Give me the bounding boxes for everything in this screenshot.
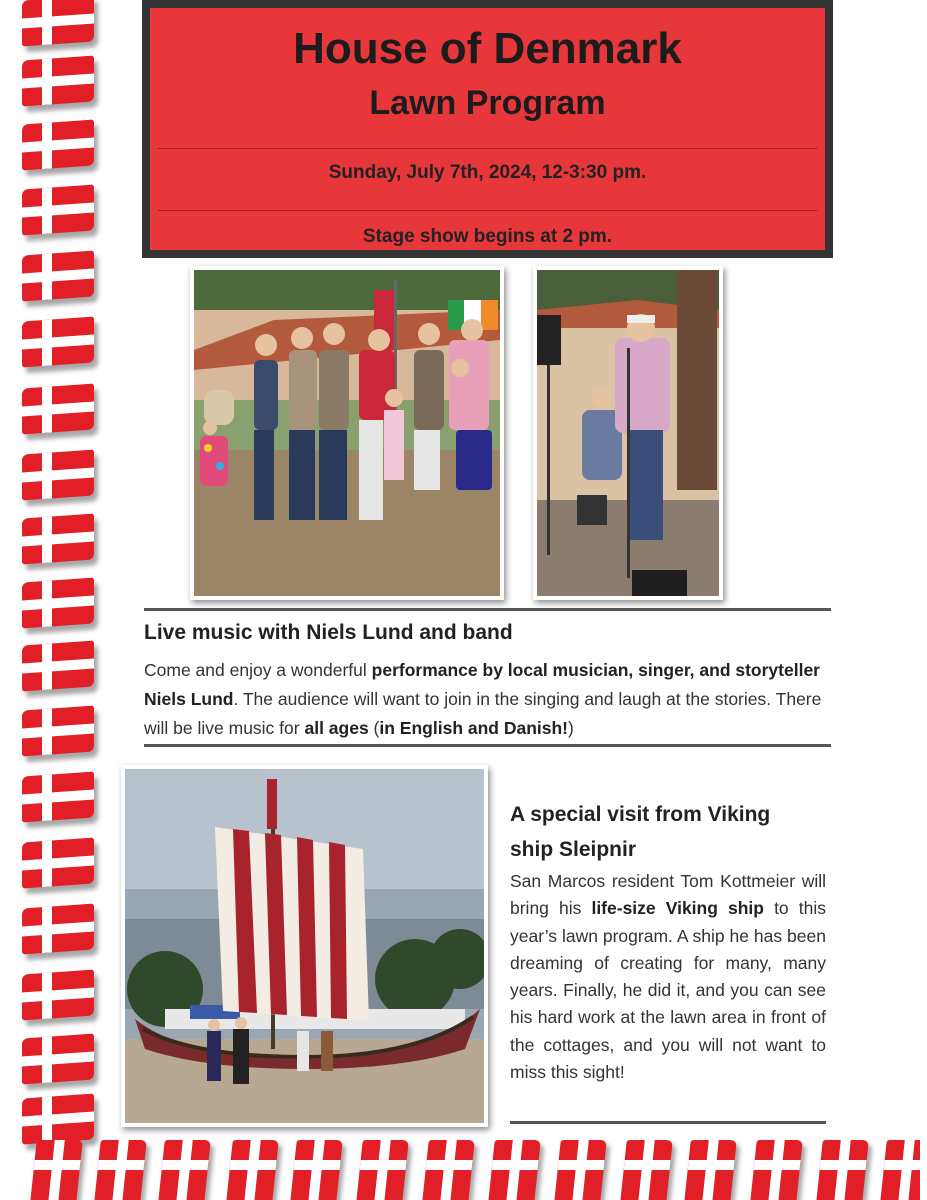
page-subtitle: Lawn Program bbox=[369, 84, 606, 122]
danish-flag-icon bbox=[22, 513, 94, 564]
danish-flag-icon bbox=[22, 577, 94, 628]
music-section-title: Live music with Niels Lund and band bbox=[144, 621, 513, 644]
danish-flag-icon bbox=[749, 1140, 803, 1200]
danish-flag-icon bbox=[355, 1140, 409, 1200]
danish-flag-icon bbox=[22, 705, 94, 756]
text-span: ( bbox=[368, 718, 380, 738]
stage-time: Stage show begins at 2 pm. bbox=[362, 226, 613, 247]
danish-flag-icon bbox=[22, 250, 94, 301]
divider bbox=[144, 608, 831, 611]
danish-flag-icon bbox=[225, 1140, 279, 1200]
divider bbox=[158, 210, 817, 211]
title-line: ship Sleipnir bbox=[510, 838, 637, 861]
danish-flag-icon bbox=[157, 1140, 211, 1200]
viking-section-title bbox=[510, 797, 840, 867]
danish-flag-icon bbox=[22, 1093, 94, 1144]
title-line: A special visit from Viking bbox=[510, 803, 771, 826]
danish-flag-icon bbox=[815, 1140, 869, 1200]
danish-flag-icon bbox=[22, 771, 94, 822]
danish-flag-icon bbox=[29, 1140, 83, 1200]
event-header bbox=[142, 0, 833, 258]
danish-flag-icon bbox=[683, 1140, 737, 1200]
danish-flag-icon bbox=[22, 903, 94, 954]
text-span: ) bbox=[568, 718, 574, 738]
dancers-photo bbox=[190, 266, 504, 600]
dancers-photo-image bbox=[194, 270, 500, 596]
danish-flag-icon bbox=[619, 1140, 673, 1200]
bold-text: life-size Viking ship bbox=[591, 898, 764, 919]
danish-flag-icon bbox=[22, 969, 94, 1020]
viking-ship-photo-image bbox=[125, 769, 484, 1123]
danish-flag-icon bbox=[22, 184, 94, 235]
danish-flag-icon bbox=[22, 316, 94, 367]
text-span: Come and enjoy a wonderful bbox=[144, 660, 372, 680]
danish-flag-icon bbox=[487, 1140, 541, 1200]
danish-flag-icon bbox=[22, 837, 94, 888]
bottom-flag-border bbox=[25, 1140, 920, 1200]
danish-flag-icon bbox=[22, 119, 94, 170]
divider bbox=[144, 744, 831, 747]
singer-photo-image bbox=[537, 270, 719, 596]
danish-flag-icon bbox=[22, 383, 94, 434]
event-date: Sunday, July 7th, 2024, 12-3:30 pm. bbox=[328, 162, 647, 183]
page-title: House of Denmark bbox=[293, 24, 682, 73]
viking-ship-photo bbox=[121, 765, 488, 1127]
bold-text: performance by local musician, singer, and storyteller Niels Lund bbox=[144, 660, 820, 709]
text-span: . The audience will want to join in the singing and laugh at the stories. There will be live music for bbox=[144, 689, 822, 738]
danish-flag-icon bbox=[22, 1033, 94, 1084]
danish-flag-icon bbox=[289, 1140, 343, 1200]
divider bbox=[158, 148, 817, 149]
music-description bbox=[144, 656, 834, 743]
danish-flag-icon bbox=[553, 1140, 607, 1200]
text-span: to this year’s lawn program. A ship he has been dreaming of creating for many, many years. Finally, he did it, and you can see his hard work at the lawn area in front of the cottages, and you will not want to miss this sight! bbox=[510, 898, 826, 1083]
bold-text: in English and Danish! bbox=[379, 718, 569, 738]
danish-flag-icon bbox=[879, 1140, 920, 1200]
left-flag-border bbox=[18, 0, 96, 1150]
danish-flag-icon bbox=[22, 449, 94, 500]
danish-flag-icon bbox=[22, 55, 94, 106]
danish-flag-icon bbox=[22, 640, 94, 691]
event-header-panel bbox=[150, 8, 825, 250]
danish-flag-icon bbox=[93, 1140, 147, 1200]
danish-flag-icon bbox=[421, 1140, 475, 1200]
text-span: San Marcos resident Tom Kottmeier will bring his bbox=[510, 871, 826, 919]
divider bbox=[510, 1121, 826, 1124]
singer-photo bbox=[533, 266, 723, 600]
viking-description bbox=[510, 868, 826, 1086]
danish-flag-icon bbox=[22, 0, 94, 47]
bold-text: all ages bbox=[304, 718, 369, 738]
